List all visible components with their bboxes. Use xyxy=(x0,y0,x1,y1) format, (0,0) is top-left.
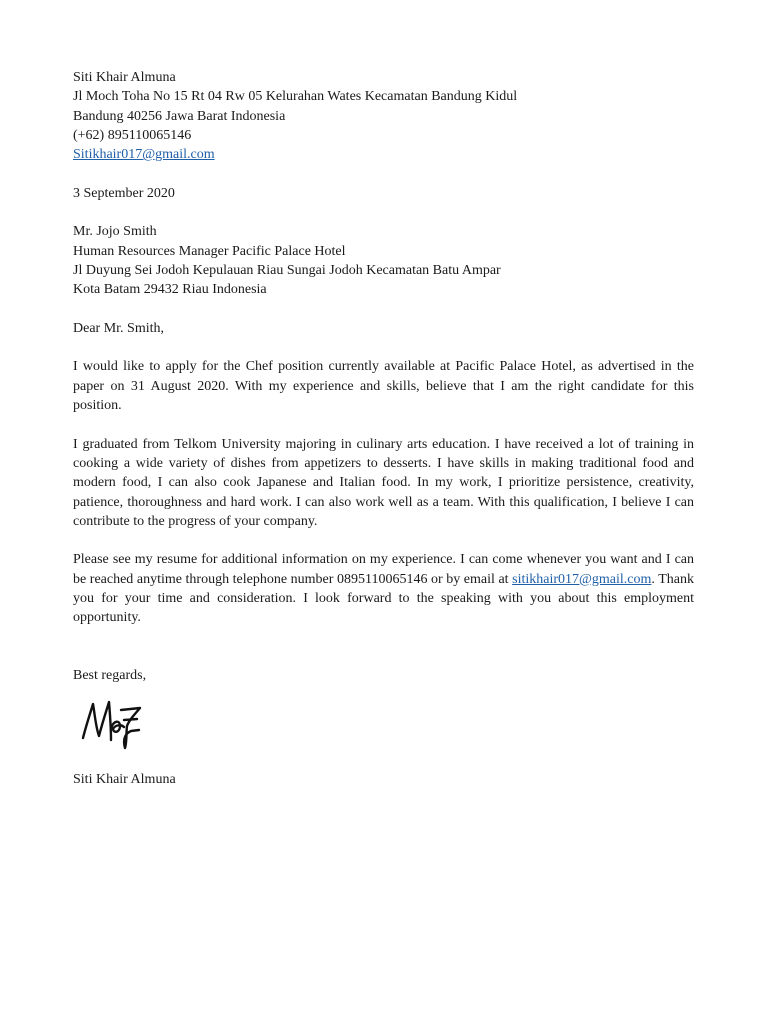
signoff-name: Siti Khair Almuna xyxy=(73,771,176,787)
recipient-address-line1: Jl Duyung Sei Jodoh Kepulauan Riau Sungai Jodoh Kecamatan Batu Ampar xyxy=(73,262,501,278)
recipient-address-line2: Kota Batam 29432 Riau Indonesia xyxy=(73,282,267,298)
recipient-name: Mr. Jojo Smith xyxy=(73,224,157,240)
cover-letter xyxy=(73,68,694,789)
closing-text: Best regards, xyxy=(73,668,147,684)
recipient-block xyxy=(73,222,694,299)
closing-block xyxy=(73,666,694,789)
body-paragraph-3-text-a: Please see my resume for additional information on my experience. I can come whenever you want and I can be reached anytime through telephone number 0895110065146 or by email at xyxy=(73,552,694,587)
body-paragraph-3-text-b: . Thank you for your time and consideration. I look forward to the speaking with you about this employment opportunity. xyxy=(73,571,694,626)
sender-email-link[interactable]: Sitikhair017@gmail.com xyxy=(73,147,215,163)
body-paragraph-2: I graduated from Telkom University majoring in culinary arts education. I have received a lot of training in cooking a wide variety of dishes from appetizers to desserts. I have skills in making traditional food and modern food, I can also cook Japanese and Italian food. In my work, I prioritize persistence, creativity, patience, thoroughness and hard work. I can also work well as a team. With this qualification, I believe I can contribute to the progress of your company. xyxy=(73,436,694,529)
date-block xyxy=(73,184,694,203)
letter-date: 3 September 2020 xyxy=(73,185,175,201)
signature-icon xyxy=(77,694,153,750)
sender-address-line1: Jl Moch Toha No 15 Rt 04 Rw 05 Kelurahan Wates Kecamatan Bandung Kidul xyxy=(73,89,518,105)
sender-phone: (+62) 895110065146 xyxy=(73,127,192,143)
body-email-link[interactable]: sitikhair017@gmail.com xyxy=(512,571,652,587)
body-paragraph-3 xyxy=(73,550,694,627)
salutation-block xyxy=(73,319,694,338)
recipient-title: Human Resources Manager Pacific Palace Hotel xyxy=(73,243,346,259)
sender-address-line2: Bandung 40256 Jawa Barat Indonesia xyxy=(73,108,286,124)
salutation: Dear Mr. Smith, xyxy=(73,320,164,336)
body-paragraph-1: I would like to apply for the Chef position currently available at Pacific Palace Hotel, as advertised in the paper on 31 August 2020. With my experience and skills, believe that I am the right candidate for this position. xyxy=(73,359,694,414)
sender-block xyxy=(73,68,694,164)
sender-name: Siti Khair Almuna xyxy=(73,70,176,85)
